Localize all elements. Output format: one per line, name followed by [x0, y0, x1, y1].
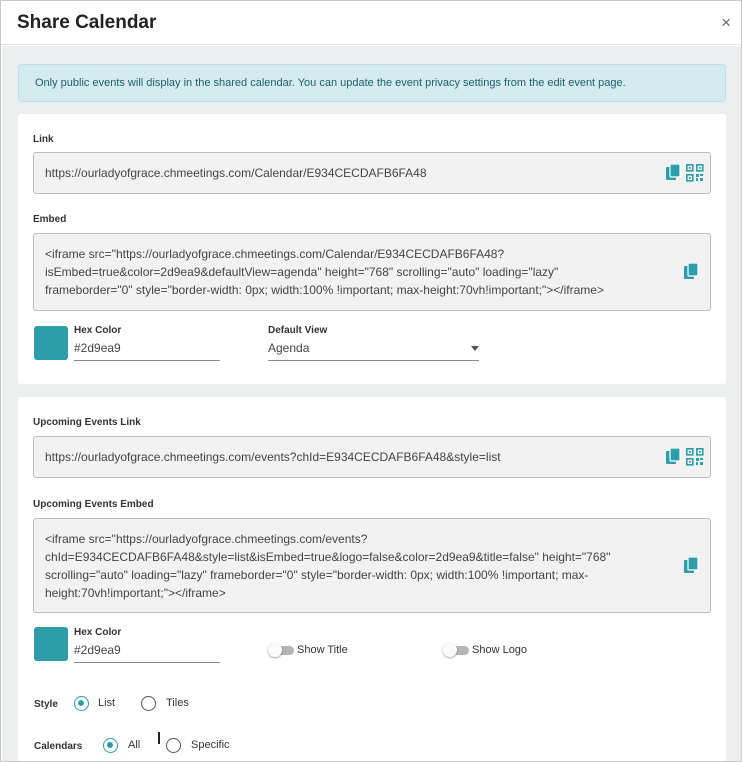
calendars-all-radio[interactable]: [103, 738, 118, 753]
upcoming-embed-line-4: height:70vh!important;"></iframe>: [45, 586, 226, 600]
upcoming-embed-line-3: scrolling="auto" loading="lazy" frameborder="0" style="border-width: 0px; width:100% !important; max-: [45, 568, 589, 582]
copy-icon[interactable]: [666, 164, 682, 187]
link-field[interactable]: [33, 152, 711, 194]
text-cursor: [158, 732, 160, 744]
show-title-toggle[interactable]: [268, 643, 294, 657]
style-label: Style: [34, 699, 58, 710]
upcoming-link-field[interactable]: [33, 436, 711, 478]
style-tiles-radio[interactable]: [141, 696, 156, 711]
embed-line-2: isEmbed=true&color=2d9ea9&defaultView=agenda" height="768" scrolling="auto" loading="lazy": [45, 265, 559, 279]
hex-color-input[interactable]: #2d9ea9: [74, 643, 220, 663]
default-view-label: Default View: [268, 325, 328, 336]
info-alert: [18, 64, 726, 102]
dialog-body: [2, 46, 742, 762]
calendar-share-card: [18, 114, 726, 384]
dialog-title: Share Calendar: [17, 12, 157, 33]
embed-line-1: <iframe src="https://ourladyofgrace.chmeetings.com/Calendar/E934CECDAFB6FA48?: [45, 247, 505, 261]
copy-icon[interactable]: [666, 448, 682, 471]
info-alert-text: Only public events will display in the shared calendar. You can update the event privacy settings from the edit event page.: [35, 77, 626, 89]
upcoming-link-value: https://ourladyofgrace.chmeetings.com/events?chId=E934CECDAFB6FA48&style=list: [45, 450, 501, 464]
link-label: Link: [33, 134, 54, 145]
color-swatch[interactable]: [34, 627, 68, 661]
chevron-down-icon: [471, 346, 479, 351]
copy-icon[interactable]: [684, 263, 700, 286]
style-list-radio[interactable]: [74, 696, 89, 711]
link-value: https://ourladyofgrace.chmeetings.com/Calendar/E934CECDAFB6FA48: [45, 166, 427, 180]
qr-code-icon[interactable]: [686, 164, 704, 187]
show-title-label: Show Title: [297, 644, 348, 656]
dialog-header: [1, 1, 741, 45]
qr-code-icon[interactable]: [686, 448, 704, 471]
default-view-value: Agenda: [268, 341, 310, 355]
copy-icon[interactable]: [684, 557, 700, 580]
calendars-all-label: All: [128, 739, 141, 751]
upcoming-events-card: [18, 397, 726, 762]
color-swatch[interactable]: [34, 326, 68, 360]
embed-label: Embed: [33, 214, 67, 225]
show-logo-toggle[interactable]: [443, 643, 469, 657]
default-view-select[interactable]: [268, 341, 479, 361]
upcoming-link-label: Upcoming Events Link: [33, 417, 141, 428]
upcoming-embed-field[interactable]: [33, 518, 711, 613]
show-logo-label: Show Logo: [472, 644, 528, 656]
style-tiles-label: Tiles: [166, 697, 189, 709]
style-list-label: List: [98, 697, 116, 709]
hex-color-input[interactable]: #2d9ea9: [74, 341, 220, 361]
embed-line-3: frameborder="0" style="border-width: 0px; width:100% !important; max-height:70vh!important;"></iframe>: [45, 283, 604, 297]
upcoming-embed-line-2: chId=E934CECDAFB6FA48&style=list&isEmbed=true&logo=false&color=2d9ea9&title=false" height="768": [45, 550, 611, 564]
calendars-specific-radio[interactable]: [166, 738, 181, 753]
upcoming-embed-label: Upcoming Events Embed: [33, 499, 154, 510]
close-icon[interactable]: ×: [721, 13, 731, 32]
hex-color-label: Hex Color: [74, 325, 122, 336]
embed-field[interactable]: [33, 233, 711, 311]
upcoming-embed-line-1: <iframe src="https://ourladyofgrace.chmeetings.com/events?: [45, 532, 368, 546]
hex-color-label: Hex Color: [74, 627, 122, 638]
calendars-label: Calendars: [34, 741, 83, 752]
calendars-specific-label: Specific: [191, 739, 230, 751]
